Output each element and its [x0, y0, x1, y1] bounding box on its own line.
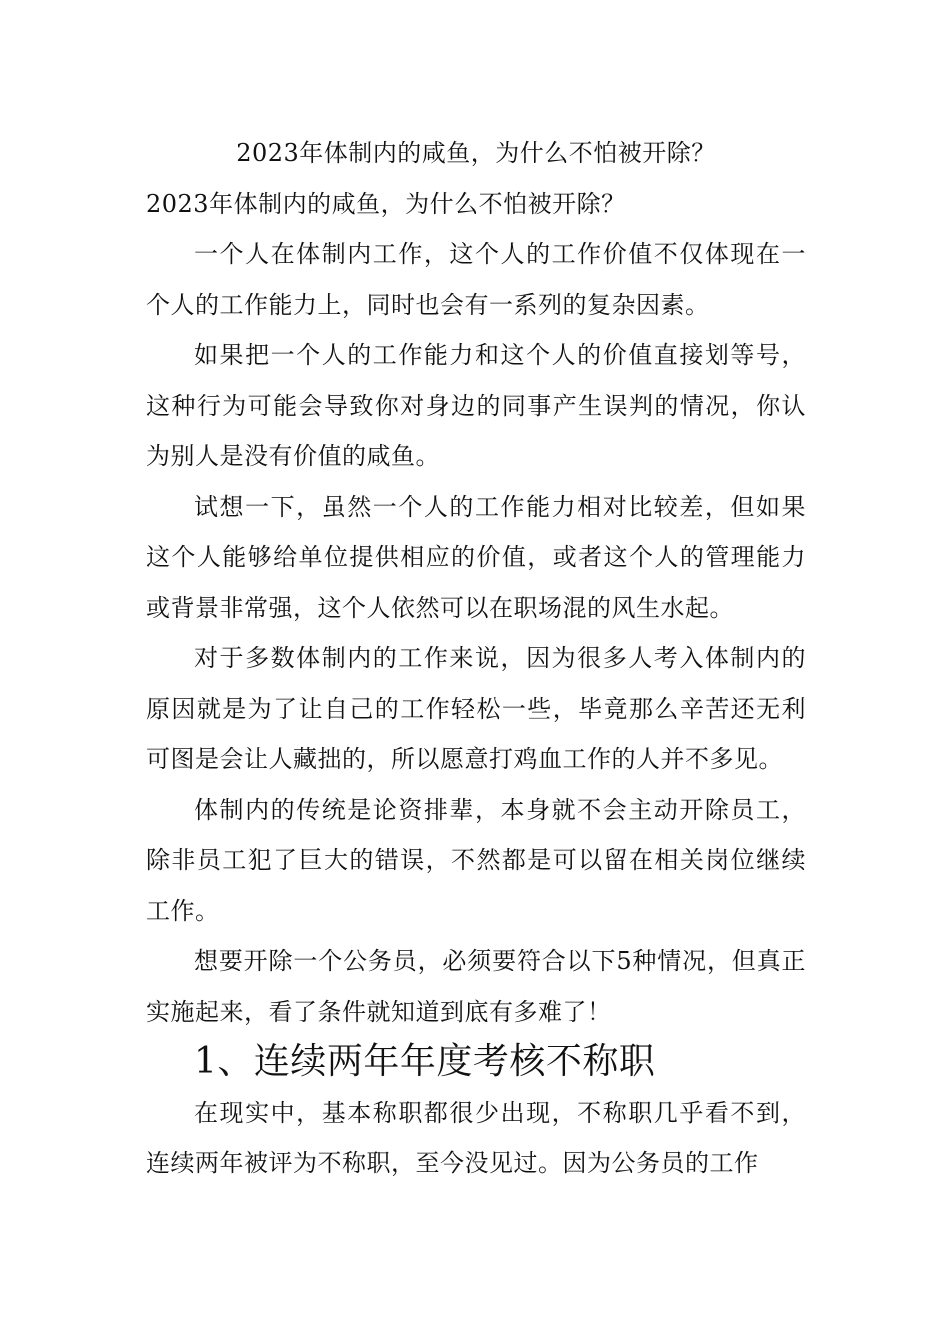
document-title: 2023年体制内的咸鱼，为什么不怕被开除？	[236, 139, 716, 167]
paragraph-4: 对于多数体制内的工作来说，因为很多人考入体制内的原因就是为了让自己的工作轻松一些，毕竟那么辛苦还无利可图是会让人藏拙的，所以愿意打鸡血工作的人并不多见。	[146, 644, 806, 773]
paragraph-1: 一个人在体制内工作，这个人的工作价值不仅体现在一个人的工作能力上，同时也会有一系列的复杂因素。	[146, 240, 806, 319]
paragraph-5: 体制内的传统是论资排辈，本身就不会主动开除员工，除非员工犯了巨大的错误，不然都是可以留在相关岗位继续工作。	[146, 795, 806, 925]
section-heading: 1、连续两年年度考核不称职	[194, 1041, 656, 1082]
section-paragraph: 在现实中，基本称职都很少出现，不称职几乎看不到，连续两年被评为不称职，至今没见过。因为公务员的工作	[146, 1098, 806, 1177]
document-body	[146, 128, 806, 1189]
paragraph-6: 想要开除一个公务员，必须要符合以下5种情况，但真正实施起来，看了条件就知道到底有多难了！	[146, 947, 806, 1026]
document-subtitle: 2023年体制内的咸鱼，为什么不怕被开除？	[146, 189, 626, 218]
paragraph-2: 如果把一个人的工作能力和这个人的价值直接划等号，这种行为可能会导致你对身边的同事产生误判的情况，你认为别人是没有价值的咸鱼。	[146, 341, 806, 470]
paragraph-3: 试想一下，虽然一个人的工作能力相对比较差，但如果这个人能够给单位提供相应的价值，或者这个人的管理能力或背景非常强，这个人依然可以在职场混的风生水起。	[146, 492, 806, 622]
